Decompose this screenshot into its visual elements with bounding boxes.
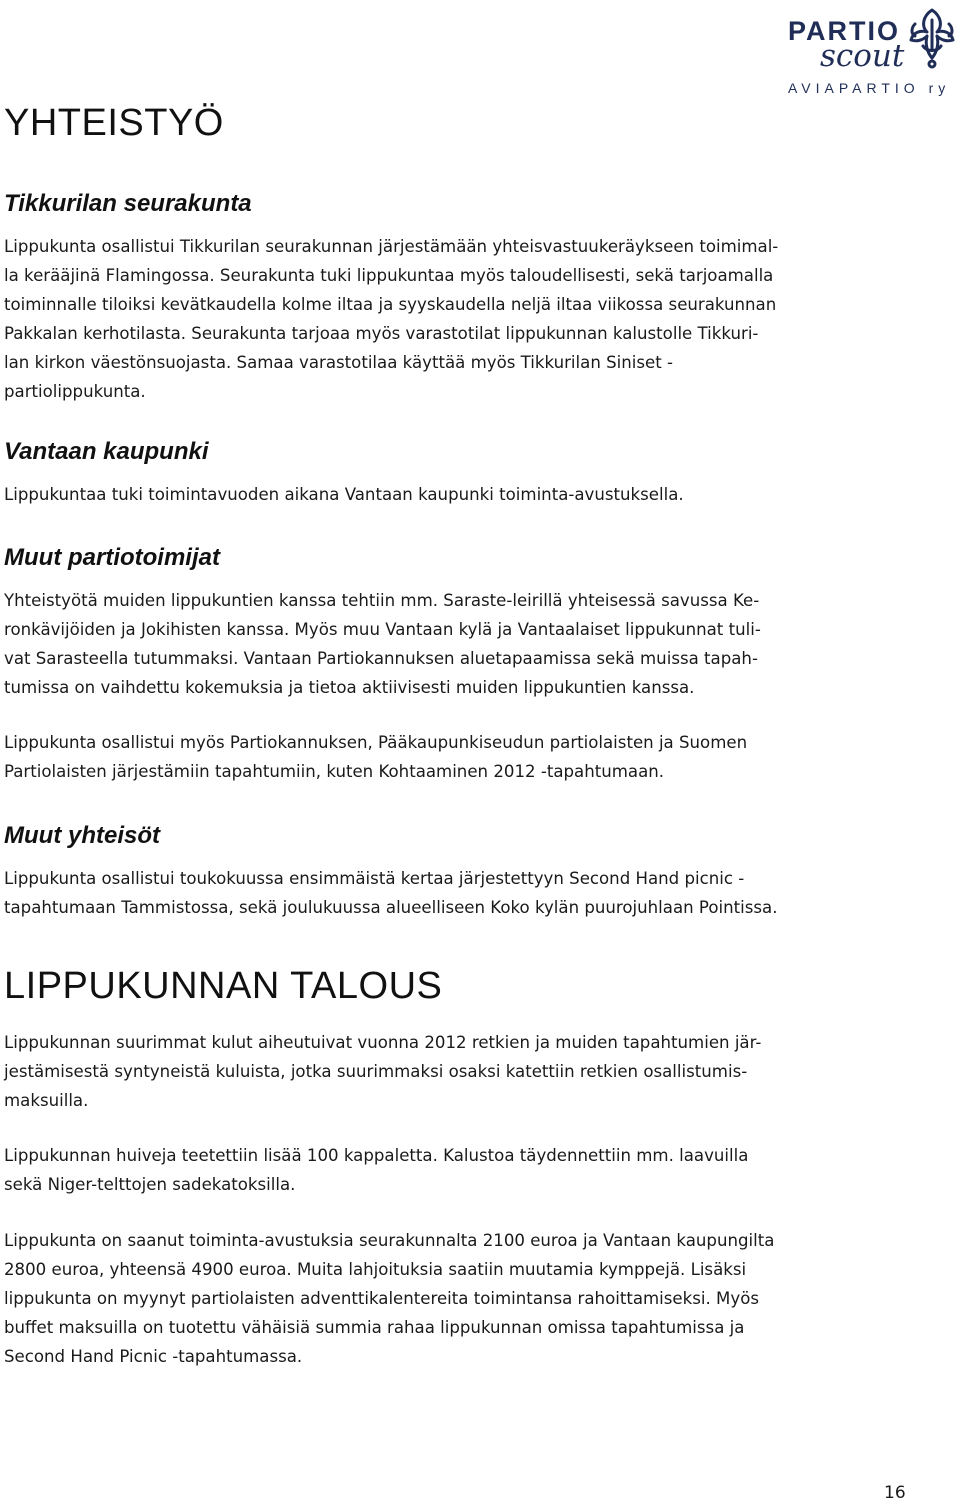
paragraph-talous-2 xyxy=(4,1141,940,1199)
text-line: Lippukunnan huiveja teetettiin lisää 100 kappaletta. Kalustoa täydennettiin mm. laavuilla xyxy=(4,1146,749,1165)
text-line: tapahtumaan Tammistossa, sekä joulukuussa alueelliseen Koko kylän puurojuhlaan Pointissa. xyxy=(4,898,778,917)
paragraph-talous-3 xyxy=(4,1226,940,1371)
heading-tikkurila: Tikkurilan seurakunta xyxy=(4,190,252,217)
heading-muut-partiotoimijat: Muut partiotoimijat xyxy=(4,544,220,571)
text-line: toiminnalle tiloiksi kevätkaudella kolme iltaa ja syyskaudella neljä iltaa viikossa seurakunnan xyxy=(4,295,777,314)
text-line: maksuilla. xyxy=(4,1091,89,1110)
text-line: Lippukunta osallistui Tikkurilan seurakunnan järjestämään yhteisvastuukeräykseen toimimal- xyxy=(4,237,779,256)
text-line: la kerääjinä Flamingossa. Seurakunta tuki lippukuntaa myös taloudellisesti, sekä tarjoamalla xyxy=(4,266,774,285)
text-line: Second Hand Picnic -tapahtumassa. xyxy=(4,1347,303,1366)
logo-word-partio: PARTIO xyxy=(788,16,900,46)
text-line: Pakkalan kerhotilasta. Seurakunta tarjoaa myös varastotilat lippukunnan kalustolle Tikkuri- xyxy=(4,324,759,343)
heading-muut-yhteisot: Muut yhteisöt xyxy=(4,822,160,849)
paragraph-muut-partio-1 xyxy=(4,586,940,702)
paragraph-talous-1 xyxy=(4,1028,940,1115)
section-title-yhteistyo: YHTEISTYÖ xyxy=(4,102,224,144)
paragraph-vantaa xyxy=(4,480,940,509)
heading-vantaa: Vantaan kaupunki xyxy=(4,438,209,465)
section-title-talous: LIPPUKUNNAN TALOUS xyxy=(4,965,443,1007)
text-line: vat Sarasteella tutummaksi. Vantaan Partiokannuksen aluetapaamissa sekä muissa tapah- xyxy=(4,649,758,668)
logo-word-scout: scout xyxy=(820,38,905,74)
paragraph-muut-partio-2 xyxy=(4,728,940,786)
text-line: Lippukuntaa tuki toimintavuoden aikana Vantaan kaupunki toiminta-avustuksella. xyxy=(4,485,684,504)
text-line: partiolippukunta. xyxy=(4,382,146,401)
text-line: Lippukunta on saanut toiminta-avustuksia seurakunnalta 2100 euroa ja Vantaan kaupungilta xyxy=(4,1231,775,1250)
text-line: ronkävijöiden ja Jokihisten kanssa. Myös muu Vantaan kylä ja Vantaalaiset lippukunnat tuli- xyxy=(4,620,761,639)
logo-subtitle: AVIAPARTIO ry xyxy=(788,80,951,96)
text-line: buffet maksuilla on tuotettu vähäisiä summia rahaa lippukunnan omissa tapahtumissa ja xyxy=(4,1318,745,1337)
text-line: Lippukunta osallistui toukokuussa ensimmäistä kertaa järjestettyyn Second Hand picnic - xyxy=(4,869,745,888)
paragraph-tikkurila xyxy=(4,232,940,406)
text-line: Yhteistyötä muiden lippukuntien kanssa tehtiin mm. Saraste-leirillä yhteisessä savussa Ke- xyxy=(4,591,760,610)
partioscout-logo xyxy=(780,4,960,96)
text-line: tumissa on vaihdettu kokemuksia ja tietoa aktiivisesti muiden lippukuntien kanssa. xyxy=(4,678,695,697)
text-line: Lippukunnan suurimmat kulut aiheutuivat vuonna 2012 retkien ja muiden tapahtumien jär- xyxy=(4,1033,762,1052)
text-line: 2800 euroa, yhteensä 4900 euroa. Muita lahjoituksia saatiin muutamia kymppejä. Lisäksi xyxy=(4,1260,747,1279)
text-line: Lippukunta osallistui myös Partiokannuksen, Pääkaupunkiseudun partiolaisten ja Suomen xyxy=(4,733,748,752)
text-line: lippukunta on myynyt partiolaisten adventtikalentereita toimintansa rahoittamiseksi. Myös xyxy=(4,1289,759,1308)
text-line: sekä Niger-telttojen sadekatoksilla. xyxy=(4,1175,296,1194)
text-line: lan kirkon väestönsuojasta. Samaa varastotilaa käyttää myös Tikkurilan Siniset - xyxy=(4,353,673,372)
scout-emblem-icon xyxy=(905,6,959,70)
text-line: Partiolaisten järjestämiin tapahtumiin, kuten Kohtaaminen 2012 -tapahtumaan. xyxy=(4,762,665,781)
paragraph-muut-yhteisot xyxy=(4,864,940,922)
page-number: 16 xyxy=(884,1483,906,1503)
text-line: jestämisestä syntyneistä kuluista, jotka suurimmaksi osaksi katettiin retkien osallistumis- xyxy=(4,1062,748,1081)
